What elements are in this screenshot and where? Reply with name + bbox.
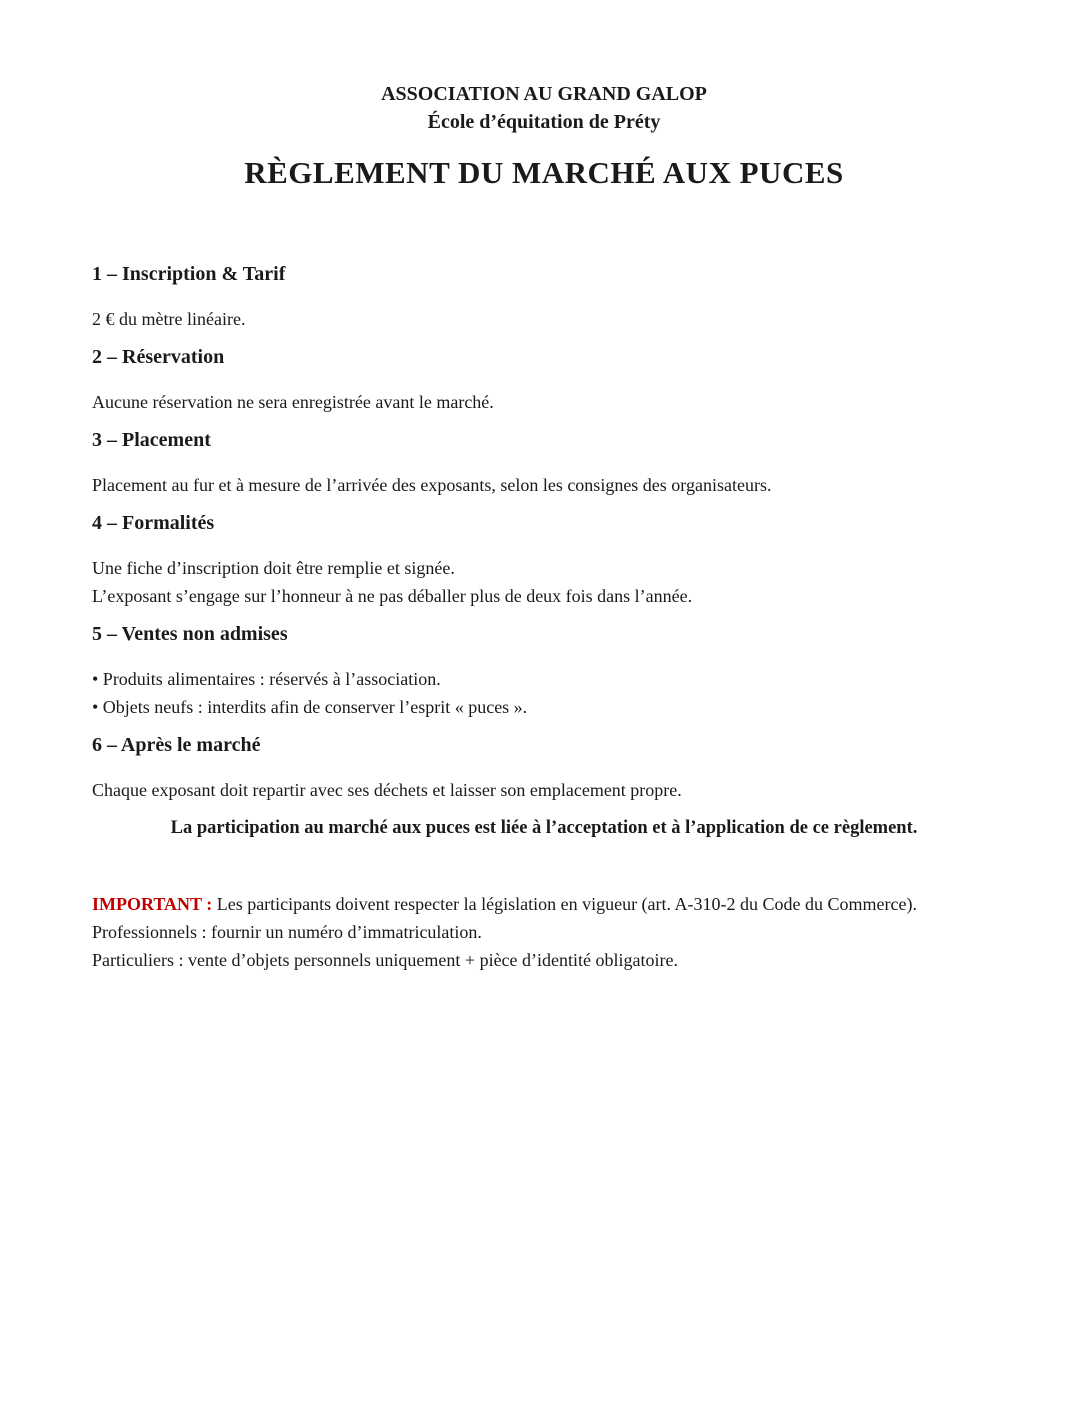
section-heading: 1 – Inscription & Tarif	[92, 263, 286, 285]
section-heading: 2 – Réservation	[92, 346, 225, 368]
section-heading: 3 – Placement	[92, 429, 211, 451]
section-heading: 5 – Ventes non admises	[92, 623, 288, 645]
closing-statement: La participation au marché aux puces est liée à l’acceptation et à l’application de ce règlement.	[170, 818, 918, 838]
section-placement	[92, 426, 996, 499]
bullet-item: • Produits alimentaires : réservés à l’association.	[92, 669, 441, 689]
important-block	[92, 890, 996, 974]
paragraph	[92, 471, 996, 499]
header-school: École d’équitation de Préty	[427, 111, 661, 133]
note-professionnels: Professionnels : fournir un numéro d’immatriculation.	[92, 922, 482, 942]
document-title: RÈGLEMENT DU MARCHÉ AUX PUCES	[244, 155, 844, 190]
section-heading: 6 – Après le marché	[92, 734, 261, 756]
paragraph	[92, 776, 996, 804]
paragraph	[92, 388, 996, 416]
section-apres-le-marche	[92, 731, 996, 804]
important-paragraph	[92, 890, 996, 918]
paragraph	[92, 554, 996, 610]
section-inscription-tarif	[92, 260, 996, 333]
important-text: Les participants doivent respecter la législation en vigueur (art. A-310-2 du Code du Commerce).	[212, 894, 917, 914]
paragraph-line: Chaque exposant doit repartir avec ses déchets et laisser son emplacement propre.	[92, 780, 682, 800]
document-body	[92, 260, 996, 974]
paragraph-line: 2 € du mètre linéaire.	[92, 309, 246, 329]
header-organization: ASSOCIATION AU GRAND GALOP	[381, 83, 707, 105]
section-ventes-non-admises	[92, 620, 996, 721]
section-reservation	[92, 343, 996, 416]
paragraph-line: Aucune réservation ne sera enregistrée avant le marché.	[92, 392, 494, 412]
important-label: IMPORTANT :	[92, 894, 213, 914]
paragraph-line: L’exposant s’engage sur l’honneur à ne pas déballer plus de deux fois dans l’année.	[92, 586, 693, 606]
bullet-item: • Objets neufs : interdits afin de conserver l’esprit « puces ».	[92, 697, 528, 717]
note-particuliers: Particuliers : vente d’objets personnels uniquement + pièce d’identité obligatoire.	[92, 950, 678, 970]
section-formalites	[92, 509, 996, 610]
paragraph	[92, 305, 996, 333]
paragraph-line: Placement au fur et à mesure de l’arrivée des exposants, selon les consignes des organisateurs.	[92, 475, 772, 495]
section-heading: 4 – Formalités	[92, 512, 215, 534]
paragraph	[92, 665, 996, 721]
paragraph-line: Une fiche d’inscription doit être remplie et signée.	[92, 558, 455, 578]
